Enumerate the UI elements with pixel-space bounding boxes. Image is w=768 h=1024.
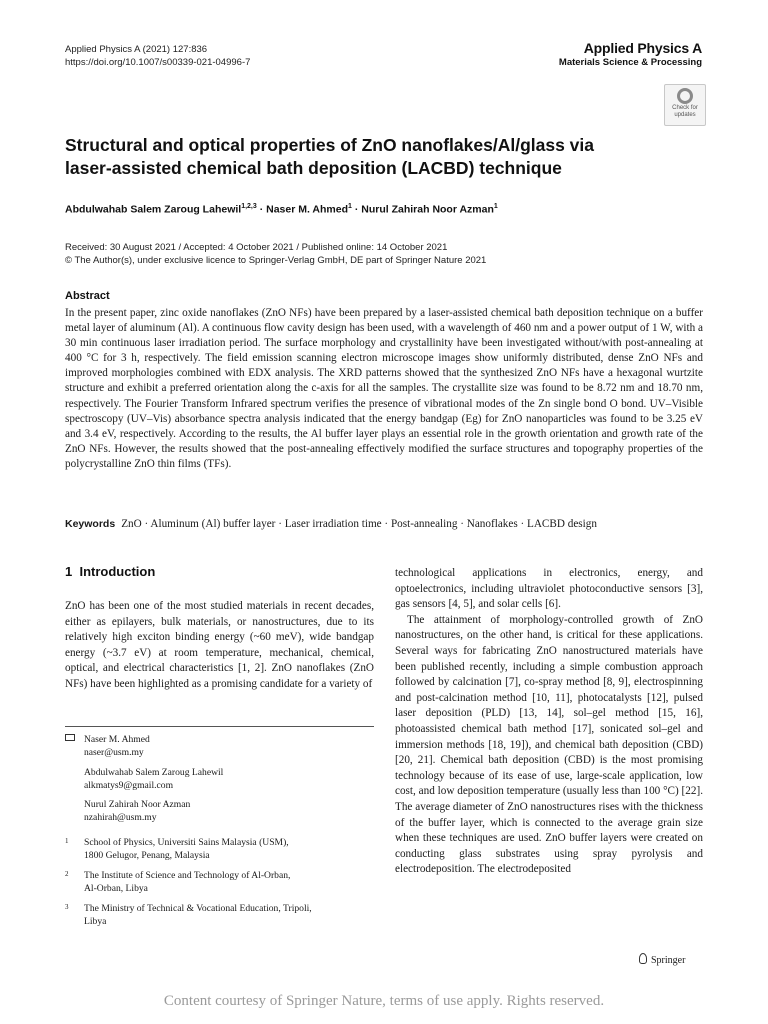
contact-email[interactable]: naser@usm.my <box>84 747 144 758</box>
abstract-text: In the present paper, zinc oxide nanoflakes (ZnO NFs) have been prepared by a laser-assisted chemical bath deposition technique on a buffer metal layer of aluminum (Al). A continuous flow cavity design has been used, with a wavelength of 460 nm and a power output of 1 W, with a 30 min continuous laser irradiation period. The surface morphology and crystallinity have been investigated without/with post-annealing at 400 °C for 3 h, respectively. The field emission scanning electron microscope images show uniformly distributed, dense ZnO NFs and improved morphologies combined with EDX analysis. The XRD patterns showed that the synthesized ZnO NFs have a hexagonal wurtzite structure and exhibit a preferred orientation along the c-axis for all the samples. The crystallite size was found to be 8.72 nm and 18.70 nm, respectively. The Fourier Transform Infrared spectrum verifies the presence of vibrational modes of the Zn single bond O bond. UV–Visible spectroscopy (UV–Vis) absorbance spectra analysis indicated that the energy bandgap (Eg) for ZnO nanoparticles was found to be 3.25 eV and 3.4 eV, respectively. According to the results, the Al buffer layer plays an essential role in the growth orientation and growth rate of the ZnO NFs. However, the results showed that the post-annealing effectively modified the surface structures and topography properties of the polycrystalline ZnO thin films (TFs). <box>65 307 703 470</box>
right-column-text <box>395 566 703 878</box>
paragraph: The attainment of morphology-controlled growth of ZnO nanostructures, on the other hand, is critical for these applications. Several ways for fabricating ZnO nanostructured materials have been published recently, including a simple combustion approach followed by calcination [7], co-spray method [8, 9], electrospinning and post-calcination method [10, 11], photocatalysts [12], pulsed laser deposition (PLD) [13, 14], sol–gel method [15, 16], photoassisted chemical bath method [17], sonicated sol–gel and immersion methods [18, 19]), and chemical bath deposition (CBD) [20, 21]. Chemical bath deposition (CBD) is the most promising technology because of its ease of use, large-scale application, low cost, and low deposition temperature (usually less than 100 °C) [22]. The average diameter of ZnO nanostructures rises with the thickness of the buffer layer, which is connected to the average grain size when these techniques are used. ZnO buffer layers were created on conducting glass substrates using spray pyrolysis and electrodeposition. The electrodeposited <box>395 613 703 876</box>
author-name[interactable]: Naser M. Ahmed <box>266 203 349 216</box>
paper-title: Structural and optical properties of ZnO nanoflakes/Al/glass via laser-assisted chemical bath deposition (LACBD) technique <box>65 135 595 178</box>
affiliation-number: 1 <box>65 837 69 845</box>
author-affiliation-marks: 1 <box>348 203 352 210</box>
keywords-label: Keywords <box>65 518 116 530</box>
author-affiliation-marks: 1 <box>493 203 498 210</box>
copyright-line: © The Author(s), under exclusive licence to Springer-Verlag GmbH, DE part of Springer Nature 2021 <box>65 255 487 266</box>
contact-name: Nurul Zahirah Noor Azman <box>84 799 191 810</box>
contact-name: Naser M. Ahmed <box>84 734 150 745</box>
journal-name: Applied Physics A <box>583 40 702 56</box>
check-updates-icon <box>677 88 693 104</box>
affiliation <box>65 836 365 862</box>
affiliation-line: The Ministry of Technical & Vocational Education, Tripoli, <box>84 903 312 914</box>
footnote-divider <box>65 726 374 727</box>
keywords <box>65 518 597 530</box>
courtesy-footer: Content courtesy of Springer Nature, terms of use apply. Rights reserved. <box>163 993 605 1009</box>
affiliation-line: 1800 Gelugor, Penang, Malaysia <box>84 850 210 861</box>
publisher-name: Springer <box>651 955 686 966</box>
affiliation <box>65 902 365 928</box>
affiliation <box>65 869 365 895</box>
journal-subtitle: Materials Science & Processing <box>558 57 702 68</box>
journal-masthead <box>559 40 702 70</box>
contact-block <box>84 766 223 792</box>
author-name[interactable]: Abdulwahab Salem Zaroug Lahewil <box>65 203 242 216</box>
affiliation-line: School of Physics, Universiti Sains Malaysia (USM), <box>84 837 289 848</box>
contact-email[interactable]: alkmatys9@gmail.com <box>84 780 174 791</box>
author-name[interactable]: Nurul Zahirah Noor Azman <box>361 203 494 216</box>
contact-email[interactable]: nzahirah@usm.my <box>84 812 157 823</box>
contact-name: Abdulwahab Salem Zaroug Lahewil <box>84 767 224 778</box>
affiliation-number: 3 <box>65 903 69 911</box>
citation-line: Applied Physics A (2021) 127:836 <box>65 44 208 55</box>
contact-block <box>84 733 150 759</box>
envelope-icon <box>65 734 75 741</box>
keywords-list: ZnO · Aluminum (Al) buffer layer · Laser irradiation time · Post-annealing · Nanoflakes · LACBD design <box>121 518 597 530</box>
affiliation-line: The Institute of Science and Technology of Al-Orban, <box>84 870 291 881</box>
publication-dates <box>65 241 486 267</box>
history-dates: Received: 30 August 2021 / Accepted: 4 October 2021 / Published online: 14 October 2021 <box>65 242 448 253</box>
affiliation-line: Al-Orban, Libya <box>84 883 148 894</box>
abstract-heading: Abstract <box>65 290 110 302</box>
author-separator: · <box>256 203 267 216</box>
author-separator: · <box>351 203 362 216</box>
doi-link[interactable]: https://doi.org/10.1007/s00339-021-04996-7 <box>65 57 251 68</box>
badge-line2: updates <box>674 112 696 118</box>
left-column-text <box>65 599 374 693</box>
check-for-updates-badge[interactable] <box>664 84 706 126</box>
author-affiliation-marks: 1,2,3 <box>241 203 257 210</box>
author-list <box>65 203 498 216</box>
affiliation-line: Libya <box>84 916 107 927</box>
section-heading: 1 Introduction <box>65 564 156 579</box>
paragraph: technological applications in electronics, energy, and optoelectronics, including ultraviolet photoconductive sensors [3], gas sensors [4, 5], and solar cells [6]. <box>395 567 703 611</box>
affiliation-number: 2 <box>65 870 69 878</box>
badge-line1: Check for <box>672 105 698 111</box>
journal-citation-block <box>65 43 250 69</box>
contact-block <box>84 798 190 824</box>
paragraph: ZnO has been one of the most studied materials in recent decades, either as epilayers, bulk materials, or nanostructures, due to its relatively high exciton binding energy (~60 meV), wide bandgap energy (~3.7 eV) at room temperature, mechanical, chemical, optical, and electrical characteristics [1, 2]. ZnO nanoflakes (ZnO NFs) have been highlighted as a promising candidate for a variety of <box>65 600 374 690</box>
springer-horse-icon <box>639 953 647 964</box>
publisher-logo <box>639 953 685 966</box>
